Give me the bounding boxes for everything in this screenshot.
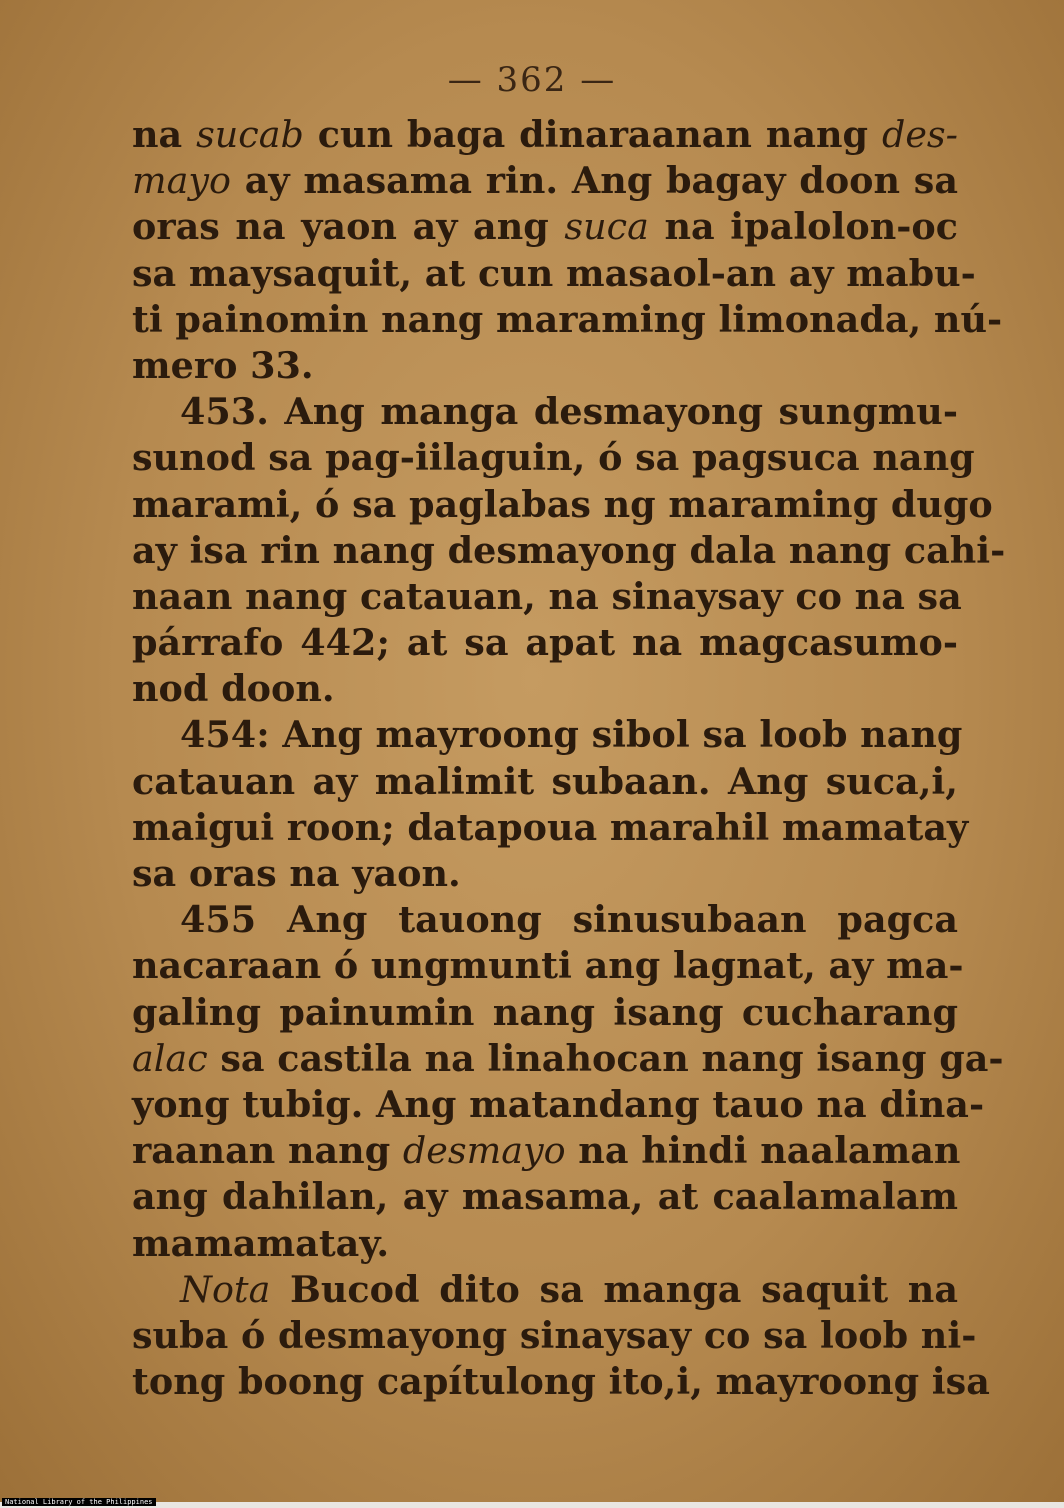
text-line xyxy=(132,1359,990,1405)
text-line xyxy=(132,851,958,897)
text-run: ay masama rin. Ang bagay doon sa xyxy=(230,159,958,203)
text-line xyxy=(132,620,958,666)
text-run: 454: Ang mayroong sibol sa loob nang xyxy=(180,713,963,757)
italic-term: Nota xyxy=(180,1267,271,1311)
text-run: tong boong capítulong ito,i, mayroong isa xyxy=(132,1360,990,1404)
text-run: nacaraan ó ungmunti ang lagnat, ay ma- xyxy=(132,944,964,988)
text-run: Bucod dito sa manga saquit na xyxy=(270,1267,958,1311)
text-run: na ipalolon-oc xyxy=(648,205,958,249)
text-line xyxy=(132,805,969,851)
text-line xyxy=(132,297,1003,343)
text-line xyxy=(132,1082,985,1128)
footer-credit: National Library of the Philippines xyxy=(2,1498,156,1506)
text-line xyxy=(132,990,958,1036)
text-run: sunod sa pag-iilaguin, ó sa pagsuca nang xyxy=(132,436,975,480)
italic-term: alac xyxy=(132,1036,208,1080)
text-line xyxy=(132,1128,961,1174)
text-line xyxy=(132,435,975,481)
text-line xyxy=(132,343,958,389)
text-run: marami, ó sa paglabas ng maraming dugo xyxy=(132,482,993,526)
text-run: ay isa rin nang desmayong dala nang cahi- xyxy=(132,528,1006,572)
text-line xyxy=(132,1267,958,1313)
text-line xyxy=(132,528,1006,574)
text-line xyxy=(132,897,958,943)
italic-term: des- xyxy=(881,113,958,156)
text-run: sa castila na linahocan nang isang ga- xyxy=(207,1036,1004,1080)
page-number: — 362 — xyxy=(447,60,617,100)
text-run: naan nang catauan, na sinaysay co na sa xyxy=(132,574,962,618)
text-line xyxy=(132,574,962,620)
text-line xyxy=(132,712,963,758)
text-run: galing painumin nang isang cucharang xyxy=(132,990,958,1034)
text-run: sa maysaquit, at cun masaol-an ay mabu- xyxy=(132,251,976,295)
text-line xyxy=(132,943,964,989)
text-run: oras na yaon ay ang xyxy=(132,205,565,249)
text-run: catauan ay malimit subaan. Ang suca,i, xyxy=(132,759,958,803)
text-line xyxy=(132,1174,958,1220)
text-run: suba ó desmayong sinaysay co sa loob ni- xyxy=(132,1313,977,1357)
text-line xyxy=(132,1036,1004,1082)
text-line xyxy=(132,389,958,435)
text-line xyxy=(132,1221,958,1267)
text-run: maigui roon; datapoua marahil mamatay xyxy=(132,805,969,849)
text-line xyxy=(132,1313,977,1359)
italic-term: sucab xyxy=(196,113,304,156)
text-line xyxy=(132,482,993,528)
text-run: ti painomin nang maraming limonada, nú- xyxy=(132,297,1003,341)
italic-term: suca xyxy=(564,205,649,249)
text-line xyxy=(132,112,958,158)
text-run: sa oras na yaon. xyxy=(132,852,461,895)
text-run: raanan nang xyxy=(132,1129,403,1173)
text-line xyxy=(132,251,976,297)
text-line xyxy=(132,204,958,250)
text-run: mamamatay. xyxy=(132,1221,390,1265)
text-run: 453. Ang manga desmayong sungmu- xyxy=(180,390,958,434)
text-run: nod doon. xyxy=(132,667,335,711)
text-run: 455 Ang tauong sinusubaan pagca xyxy=(180,898,958,942)
text-run: na xyxy=(132,113,197,156)
text-line xyxy=(132,158,958,204)
text-line xyxy=(132,759,958,805)
bottom-strip xyxy=(0,1502,1064,1508)
text-run: na hindi naalaman xyxy=(565,1129,961,1173)
italic-term: mayo xyxy=(132,159,231,203)
text-run: mero 33. xyxy=(132,343,314,387)
body-text xyxy=(132,112,1006,1405)
text-run: yong tubig. Ang matandang tauo na dina- xyxy=(132,1082,985,1126)
text-run: cun baga dinaraanan nang xyxy=(303,113,882,156)
text-run: ang dahilan, ay masama, at caalamalam xyxy=(132,1175,958,1219)
text-run: párrafo 442; at sa apat na magcasumo- xyxy=(132,621,958,665)
italic-term: desmayo xyxy=(402,1129,566,1173)
text-line xyxy=(132,666,958,712)
